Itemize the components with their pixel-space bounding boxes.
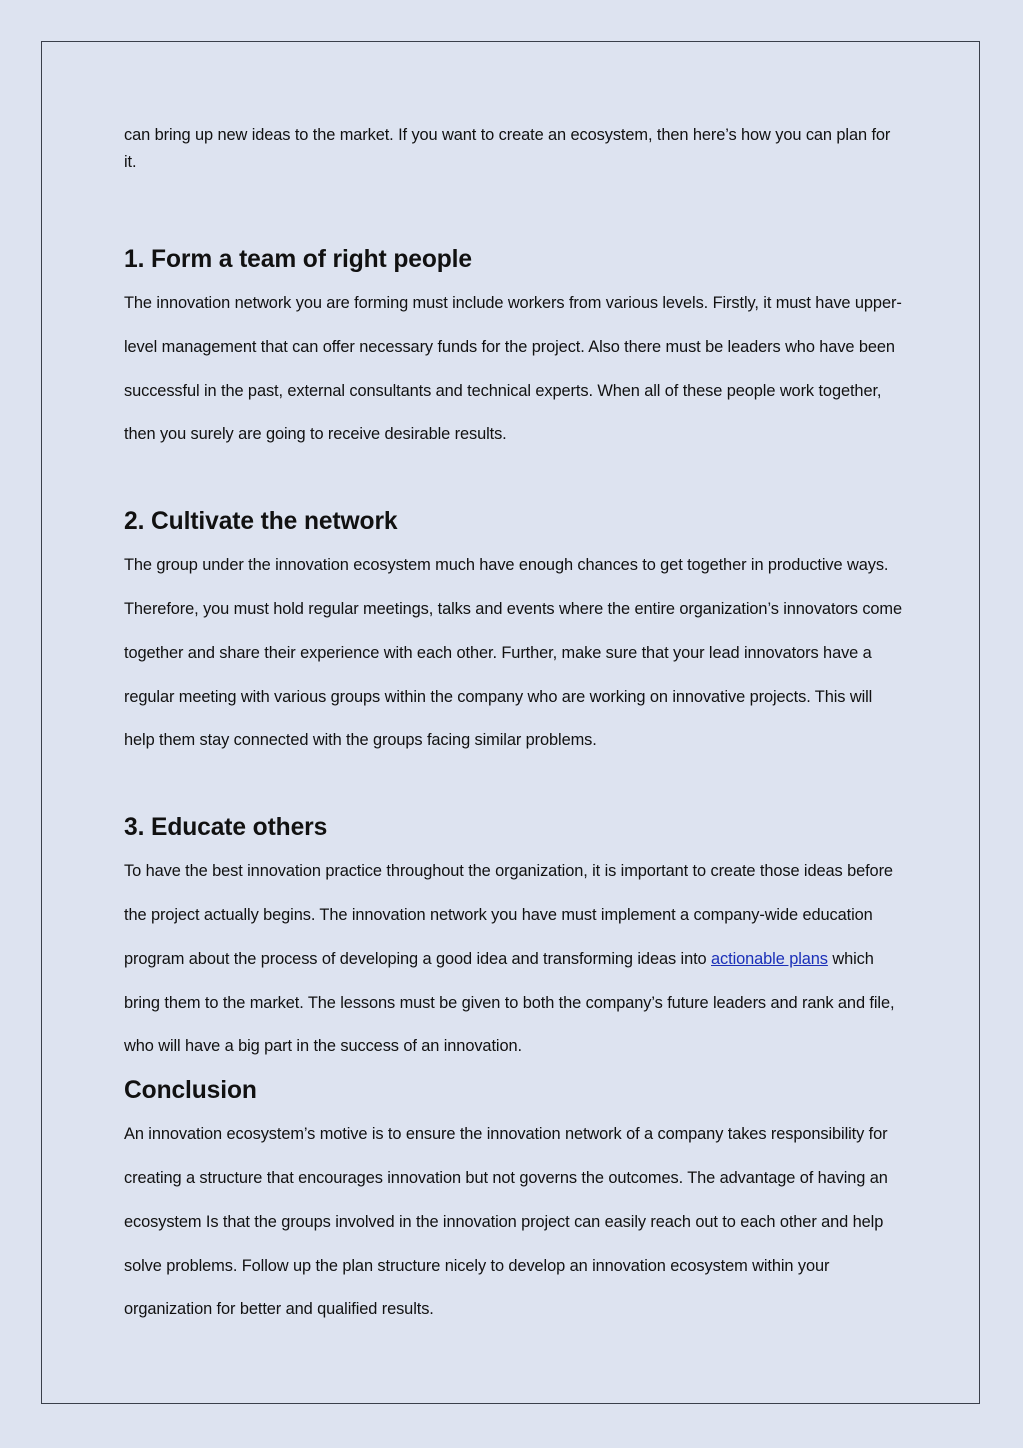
intro-paragraph: can bring up new ideas to the market. If you want to create an ecosystem, then here’s how you can plan for it. (124, 126, 891, 171)
section-body: An innovation ecosystem’s motive is to ensure the innovation network of a company takes responsibility for creating a structure that encourages innovation but not governs the outcomes. The advantage of having an ecosystem Is that the groups involved in the innovation project can easily reach out to each other and help solve problems. Follow up the plan structure nicely to develop an innovation ecosystem within your organization for better and qualified results. (124, 1125, 888, 1319)
section-form-team (124, 238, 904, 457)
section-heading: 2. Cultivate the network (124, 508, 398, 536)
section-heading: Conclusion (124, 1077, 257, 1105)
document-content (124, 122, 904, 1332)
spacer (124, 176, 904, 238)
section-body: The innovation network you are forming must include workers from various levels. Firstly, it must have upper-level management that can offer necessary funds for the project. Also there must be leaders who have been successful in the past, external consultants and technical experts. When all of these people work together, then you surely are going to receive desirable results. (124, 294, 902, 444)
body-text: which bring them to the market. The lessons must be given to both the company’s future leaders and rank and file, who will have a big part in the success of an innovation. (124, 949, 895, 1056)
section-cultivate-network (124, 500, 904, 763)
section-heading: 3. Educate others (124, 814, 328, 842)
section-body (124, 850, 904, 1069)
section-conclusion (124, 1069, 904, 1332)
spacer (124, 457, 904, 500)
section-heading: 1. Form a team of right people (124, 246, 472, 273)
section-educate-others (124, 806, 904, 1069)
body-text: To have the best innovation practice throughout the organization, it is important to create those ideas before the project actually begins. The innovation network you have must implement a company-wide education program about the process of developing a good idea and transforming ideas into (124, 862, 893, 968)
section-body: The group under the innovation ecosystem much have enough chances to get together in productive ways. Therefore, you must hold regular meetings, talks and events where the entire organization’s innovators come together and share their experience with each other. Further, make sure that your lead innovators have a regular meeting with various groups within the company who are working on innovative projects. This will help them stay connected with the groups facing similar problems. (124, 556, 902, 750)
actionable-plans-link[interactable]: actionable plans (711, 949, 828, 968)
spacer (124, 763, 904, 806)
